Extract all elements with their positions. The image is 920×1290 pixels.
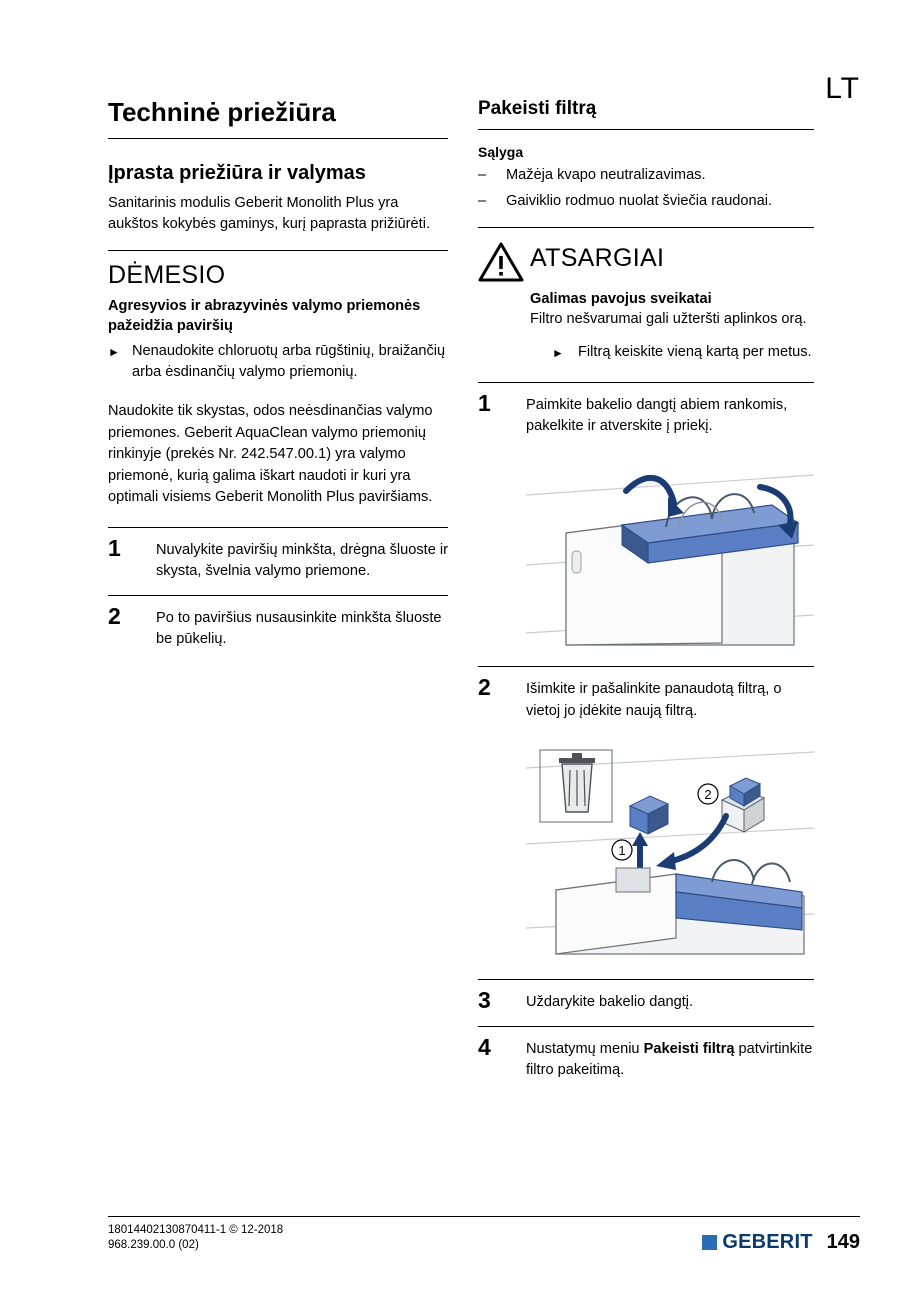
notice-subheading: Agresyvios ir abrazyvinės valymo priemonės pažeidžia paviršių: [108, 297, 421, 335]
triangle-bullet-icon: ►: [552, 346, 564, 361]
brand-name: GEBERIT: [722, 1231, 813, 1253]
step-text-after: patvirtinkite filtro pakeitimą.: [526, 1040, 813, 1079]
step-text: Paimkite bakelio dangtį abiem rankomis, pakelkite ir atverskite į priekį.: [526, 396, 788, 434]
cleaning-paragraph: Naudokite tik skystas, odos neėsdinančias valymo priemones. Geberit AquaClean valymo priemonių rinkinyje (prekės Nr. 242.547.00.1) yra valymo priemonė, kurią galima iškart naudoti ir kuri yra optimali visiems Geberit Monolith Plus paviršiams.: [108, 403, 433, 506]
page-number: 149: [826, 1231, 860, 1253]
triangle-bullet-icon: ►: [108, 344, 120, 359]
intro-paragraph: Sanitarinis modulis Geberit Monolith Plus yra aukštos kokybės gaminys, kurį paprasta prižiūrėti.: [108, 194, 431, 233]
condition-text: Mažėja kvapo neutralizavimas.: [506, 166, 706, 183]
step-item: [478, 1035, 814, 1082]
step-item: [478, 391, 814, 438]
language-tag: LT: [825, 72, 860, 105]
footer-code-line-2: 968.239.00.0 (02): [108, 1239, 199, 1252]
condition-item: [478, 191, 814, 212]
dash-bullet-icon: –: [478, 166, 487, 183]
condition-item: [478, 165, 814, 186]
step-item: [478, 675, 814, 722]
footer-code-line-1: 18014402130870411-1 © 12-2018: [108, 1223, 284, 1236]
caution-subtitle: Galimas pavojus sveikatai: [530, 290, 712, 307]
step-item: [478, 988, 814, 1013]
notice-bullet-text: Nenaudokite chloruotų arba rūgštinių, braižančių arba ėsdinančių valymo priemonių.: [132, 342, 446, 381]
notice-bullet: [108, 341, 448, 384]
divider: [478, 1026, 814, 1027]
step-item: [108, 604, 448, 651]
caution-text: Filtro nešvarumai gali užteršti aplinkos orą.: [530, 310, 807, 327]
monolith-lid-open-figure: [526, 447, 814, 652]
divider: [108, 527, 448, 528]
warning-triangle-icon: [478, 240, 530, 287]
step-number: 4: [478, 1033, 491, 1060]
filter-replace-figure: [526, 732, 814, 967]
left-column: [108, 98, 448, 650]
divider: [478, 979, 814, 980]
condition-text: Gaiviklio rodmuo nuolat šviečia raudonai.: [506, 193, 773, 210]
step-text-before: Nustatymų meniu: [526, 1040, 644, 1057]
step-number: 1: [478, 389, 491, 416]
page-title: Techninė priežiūra: [108, 98, 448, 139]
step-number: 1: [108, 534, 121, 561]
section-heading-maintenance: Įprasta priežiūra ir valymas: [108, 161, 366, 184]
divider: [478, 382, 814, 383]
caution-block: [478, 240, 814, 364]
page-footer: [108, 1216, 860, 1254]
step-number: 3: [478, 987, 491, 1014]
step-text-emphasis: Pakeisti filtrą: [643, 1040, 735, 1057]
step-text: [526, 1035, 814, 1082]
divider: [478, 666, 814, 667]
caution-bullet-text: Filtrą keiskite vieną kartą per metus.: [578, 344, 812, 361]
step-text: Nuvalykite paviršių minkšta, drėgna šluoste ir skysta, švelnia valymo priemone.: [156, 541, 448, 580]
step-text: Uždarykite bakelio dangtį.: [526, 994, 694, 1011]
footer-document-codes: [108, 1223, 283, 1254]
divider: [108, 595, 448, 596]
caution-title: ATSARGIAI: [530, 243, 665, 272]
logo-square-icon: [702, 1235, 717, 1250]
step-text: Po to paviršius nusausinkite minkšta šluoste be pūkelių.: [156, 609, 442, 647]
right-column: [478, 98, 814, 1082]
divider: [108, 250, 448, 251]
divider: [478, 227, 814, 228]
step-number: 2: [478, 674, 491, 701]
step-item: [108, 536, 448, 583]
step-text: Išimkite ir pašalinkite panaudotą filtrą, o vietoj jo įdėkite naują filtrą.: [526, 681, 782, 719]
callout-2-label: 2: [704, 787, 712, 803]
caution-bullet: [552, 342, 814, 363]
notice-heading: DĖMESIO: [108, 260, 226, 289]
section-heading-filter: Pakeisti filtrą: [478, 98, 814, 130]
footer-divider: [108, 1216, 860, 1217]
geberit-logo: [702, 1231, 812, 1254]
dash-bullet-icon: –: [478, 193, 487, 210]
step-number: 2: [108, 602, 121, 629]
condition-heading: Sąlyga: [478, 143, 524, 160]
callout-1-label: 1: [618, 843, 626, 859]
